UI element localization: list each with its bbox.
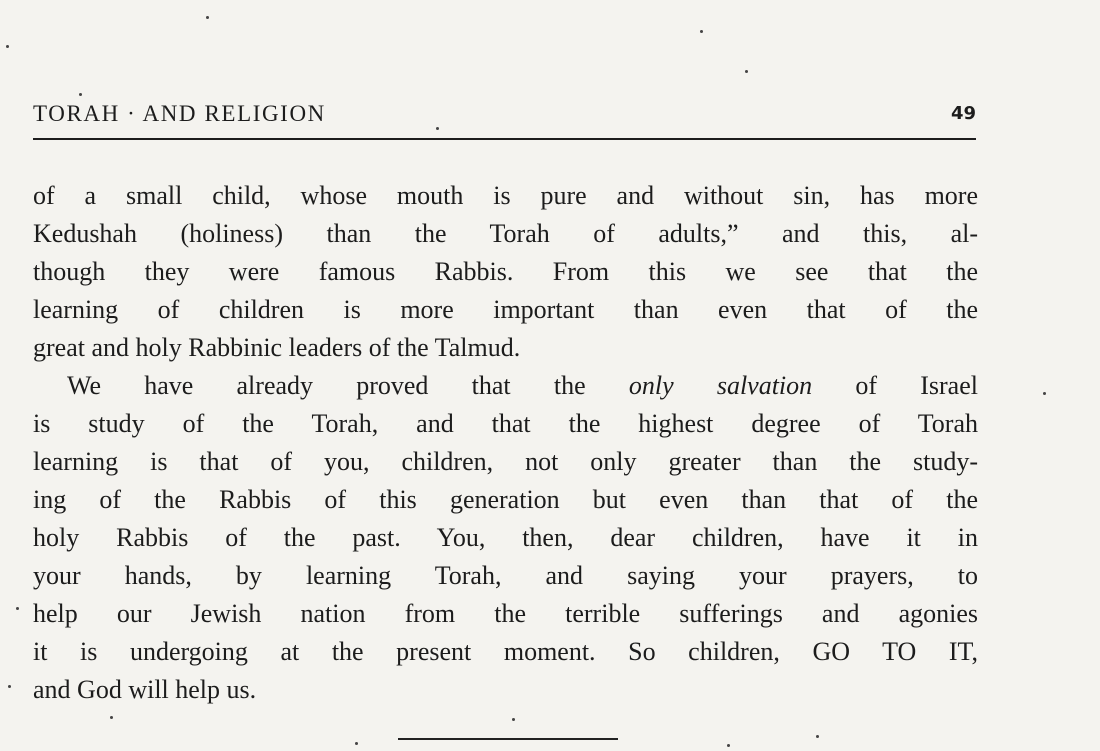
text-line: ing of the Rabbis of this generation but even than that of the (33, 485, 978, 514)
scan-speck (6, 45, 9, 48)
scan-speck (700, 30, 703, 33)
paragraph (33, 367, 978, 709)
text-line: it is undergoing at the present moment. So children, GO TO IT, (33, 637, 978, 666)
text-line: of a small child, whose mouth is pure and without sin, has more (33, 181, 978, 210)
text-line: learning of children is more important than even that of the (33, 295, 978, 324)
page-number: 49 (950, 103, 976, 124)
scan-speck (745, 70, 748, 73)
text-line: learning is that of you, children, not only greater than the study- (33, 447, 978, 476)
paragraph (33, 177, 978, 367)
scan-speck (16, 607, 19, 610)
emphasis: only salvation (628, 371, 813, 400)
scan-speck (8, 685, 11, 688)
text-line: though they were famous Rabbis. From this we see that the (33, 257, 978, 286)
scan-speck (355, 742, 358, 745)
text-line: and God will help us. (33, 675, 257, 704)
text-line: your hands, by learning Torah, and saying your prayers, to (33, 561, 978, 590)
scan-speck (1043, 392, 1046, 395)
text-line (33, 367, 978, 405)
scan-speck (727, 744, 730, 747)
scan-speck (79, 93, 82, 96)
running-head-title: TORAH · AND RELIGION (33, 101, 326, 126)
text-run: of Israel (812, 371, 978, 400)
text-line: great and holy Rabbinic leaders of the Talmud. (33, 333, 521, 362)
text-line: Kedushah (holiness) than the Torah of adults,” and this, al- (33, 219, 978, 248)
text-line: help our Jewish nation from the terrible sufferings and agonies (33, 599, 978, 628)
section-end-rule (398, 738, 618, 740)
scan-speck (206, 16, 209, 19)
text-run: We have already proved that the (67, 371, 629, 400)
running-head (33, 101, 976, 131)
body-text (33, 177, 978, 709)
scan-speck (110, 716, 113, 719)
text-line: is study of the Torah, and that the highest degree of Torah (33, 409, 978, 438)
scan-speck (816, 735, 819, 738)
scan-speck (512, 718, 515, 721)
text-line: holy Rabbis of the past. You, then, dear children, have it in (33, 523, 978, 552)
header-rule (33, 138, 976, 140)
